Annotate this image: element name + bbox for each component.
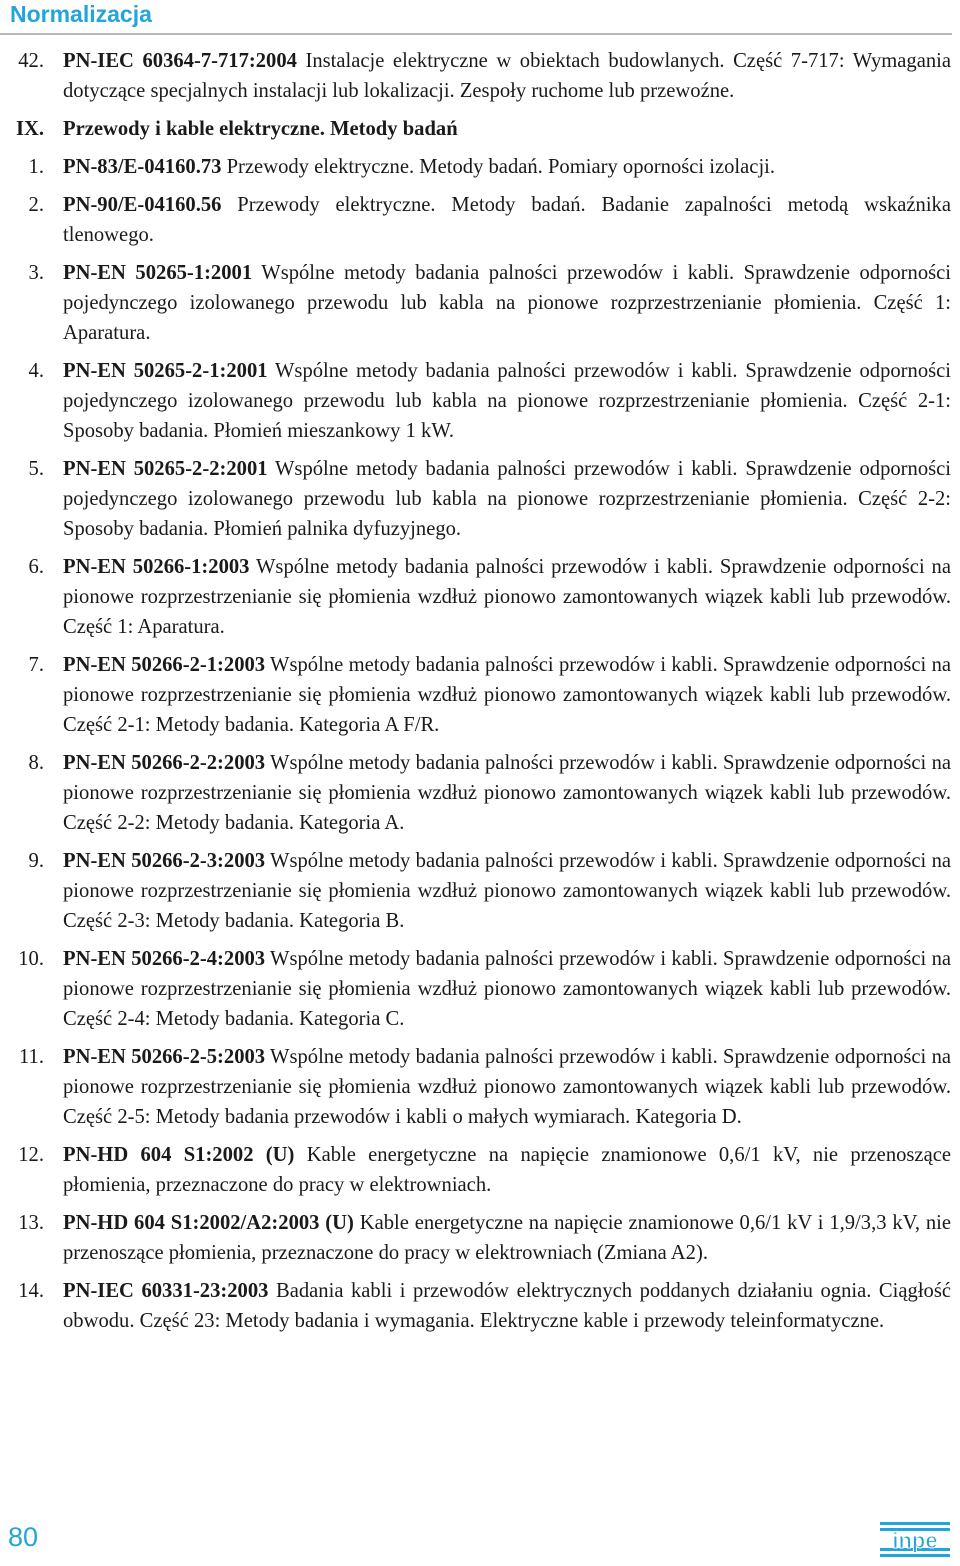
item-body xyxy=(63,152,951,182)
standard-code: PN-IEC 60364-7-717:2004 xyxy=(63,50,297,72)
item-number: 5. xyxy=(28,458,44,480)
item-number: 10. xyxy=(18,948,44,970)
section-heading xyxy=(0,114,960,144)
list-item xyxy=(0,46,960,106)
standard-code: PN-EN 50265-1:2001 xyxy=(63,262,253,284)
item-body xyxy=(63,552,951,642)
standard-title: Przewody elektryczne. Metody badań. Badanie zapalności metodą wskaźnika tlenowego. xyxy=(63,194,951,246)
standard-title: Wspólne metody badania palności przewodów i kabli. Sprawdzenie odporności na pionowe rozprzestrzenianie się płomienia wzdłuż pionowo zamontowanych wiązek kabli lub przewodów. Część 2-5: Metody badania przewodów i kabli o małych wymiarach. Kategoria D. xyxy=(63,1046,952,1128)
item-body xyxy=(63,1276,951,1336)
list-item xyxy=(0,846,960,936)
item-number: 8. xyxy=(28,752,44,774)
list-item xyxy=(0,258,960,348)
standard-title: Instalacje elektryczne w obiektach budowlanych. Część 7-717: Wymagania dotyczące specjalnych instalacji lub lokalizacji. Zespoły ruchome lub przewoźne. xyxy=(63,50,951,102)
standard-title: Wspólne metody badania palności przewodów i kabli. Sprawdzenie odporności pojedynczego izolowanego przewodu lub kabla na pionowe rozprzestrzenianie płomienia. Część 1: Aparatura. xyxy=(63,262,951,344)
item-number: 9. xyxy=(28,850,44,872)
item-body xyxy=(63,1208,951,1268)
standard-code: PN-EN 50266-2-4:2003 xyxy=(63,948,266,970)
standard-code: PN-HD 604 S1:2002/A2:2003 (U) xyxy=(63,1212,354,1234)
list-item xyxy=(0,1276,960,1336)
standard-title: Wspólne metody badania palności przewodów i kabli. Sprawdzenie odporności pojedynczego izolowanego przewodu lub kabla na pionowe rozprzestrzenianie płomienia. Część 2-2: Sposoby badania. Płomień palnika dyfuzyjnego. xyxy=(63,458,952,540)
item-body xyxy=(63,944,951,1034)
logo-text: inpe xyxy=(892,1528,938,1553)
standard-code: PN-IEC 60331-23:2003 xyxy=(63,1280,269,1302)
inpe-logo xyxy=(878,1519,952,1559)
list-item xyxy=(0,944,960,1034)
item-body xyxy=(63,356,951,446)
standard-title: Kable energetyczne na napięcie znamionowe 0,6/1 kV, nie przenoszące płomienia, przeznaczone do pracy w elektrowniach. xyxy=(63,1144,951,1196)
list-item xyxy=(0,1140,960,1200)
standard-title: Wspólne metody badania palności przewodów i kabli. Sprawdzenie odporności na pionowe rozprzestrzenianie się płomienia wzdłuż pionowo zamontowanych wiązek kabli lub przewodów. Część 1: Aparatura. xyxy=(63,556,951,638)
list-item xyxy=(0,1208,960,1268)
item-number: 6. xyxy=(28,556,44,578)
standard-code: PN-EN 50266-1:2003 xyxy=(63,556,250,578)
section-title: Normalizacja xyxy=(10,1,152,27)
item-body xyxy=(63,748,951,838)
standard-code: PN-83/E-04160.73 xyxy=(63,156,222,178)
item-number: 14. xyxy=(18,1280,44,1302)
list-item xyxy=(0,356,960,446)
item-body xyxy=(63,1042,951,1132)
item-number: 42. xyxy=(18,50,44,72)
item-number: 1. xyxy=(28,156,44,178)
list-item xyxy=(0,1042,960,1132)
standard-code: PN-EN 50266-2-3:2003 xyxy=(63,850,266,872)
item-body xyxy=(63,258,951,348)
section-number: IX. xyxy=(15,118,44,140)
item-body xyxy=(63,46,951,106)
item-body xyxy=(63,190,951,250)
item-number: 3. xyxy=(28,262,44,284)
standard-code: PN-EN 50265-2-1:2001 xyxy=(63,360,268,382)
page-number: 80 xyxy=(8,1522,39,1552)
list-item xyxy=(0,650,960,740)
standards-list xyxy=(0,46,960,1344)
item-body xyxy=(63,1140,951,1200)
standard-code: PN-EN 50266-2-2:2003 xyxy=(63,752,266,774)
standard-code: PN-EN 50266-2-5:2003 xyxy=(63,1046,266,1068)
standard-title: Wspólne metody badania palności przewodów i kabli. Sprawdzenie odporności na pionowe rozprzestrzenianie się płomienia wzdłuż pionowo zamontowanych wiązek kabli lub przewodów. Część 2-2: Metody badania. Kategoria A. xyxy=(63,752,952,834)
standard-title: Badania kabli i przewodów elektrycznych poddanych działaniu ognia. Ciągłość obwodu. Część 23: Metody badania i wymagania. Elektryczne kable i przewody teleinformatyczne. xyxy=(63,1280,951,1332)
standard-title: Przewody elektryczne. Metody badań. Pomiary oporności izolacji. xyxy=(221,156,776,178)
item-body xyxy=(63,454,951,544)
list-item xyxy=(0,190,960,250)
item-number: 13. xyxy=(18,1212,44,1234)
page-header xyxy=(0,0,960,40)
list-item xyxy=(0,454,960,544)
standard-title: Wspólne metody badania palności przewodów i kabli. Sprawdzenie odporności pojedynczego izolowanego przewodu lub kabla na pionowe rozprzestrzenianie płomienia. Część 2-1: Sposoby badania. Płomień mieszankowy 1 kW. xyxy=(63,360,952,442)
section-heading-title: Przewody i kable elektryczne. Metody badań xyxy=(63,118,458,140)
standard-code: PN-HD 604 S1:2002 (U) xyxy=(63,1144,295,1166)
list-item xyxy=(0,552,960,642)
standard-code: PN-90/E-04160.56 xyxy=(63,194,222,216)
list-item xyxy=(0,152,960,182)
item-number: 11. xyxy=(19,1046,44,1068)
standard-title: Wspólne metody badania palności przewodów i kabli. Sprawdzenie odporności na pionowe rozprzestrzenianie się płomienia wzdłuż pionowo zamontowanych wiązek kabli lub przewodów. Część 2-4: Metody badania. Kategoria C. xyxy=(63,948,952,1030)
header-divider xyxy=(0,33,952,35)
item-number: 4. xyxy=(28,360,44,382)
standard-title: Wspólne metody badania palności przewodów i kabli. Sprawdzenie odporności na pionowe rozprzestrzenianie się płomienia wzdłuż pionowo zamontowanych wiązek kabli lub przewodów. Część 2-3: Metody badania. Kategoria B. xyxy=(63,850,952,932)
item-number: 12. xyxy=(18,1144,44,1166)
item-body xyxy=(63,650,951,740)
item-number: 7. xyxy=(28,654,44,676)
item-number: 2. xyxy=(28,194,44,216)
standard-title: Kable energetyczne na napięcie znamionowe 0,6/1 kV i 1,9/3,3 kV, nie przenoszące płomienia, przeznaczone do pracy w elektrowniach (Zmiana A2). xyxy=(63,1212,952,1264)
standard-title: Wspólne metody badania palności przewodów i kabli. Sprawdzenie odporności na pionowe rozprzestrzenianie się płomienia wzdłuż pionowo zamontowanych wiązek kabli lub przewodów. Część 2-1: Metody badania. Kategoria A F/R. xyxy=(63,654,952,736)
standard-code: PN-EN 50266-2-1:2003 xyxy=(63,654,266,676)
list-item xyxy=(0,748,960,838)
item-body xyxy=(63,846,951,936)
standard-code: PN-EN 50265-2-2:2001 xyxy=(63,458,268,480)
